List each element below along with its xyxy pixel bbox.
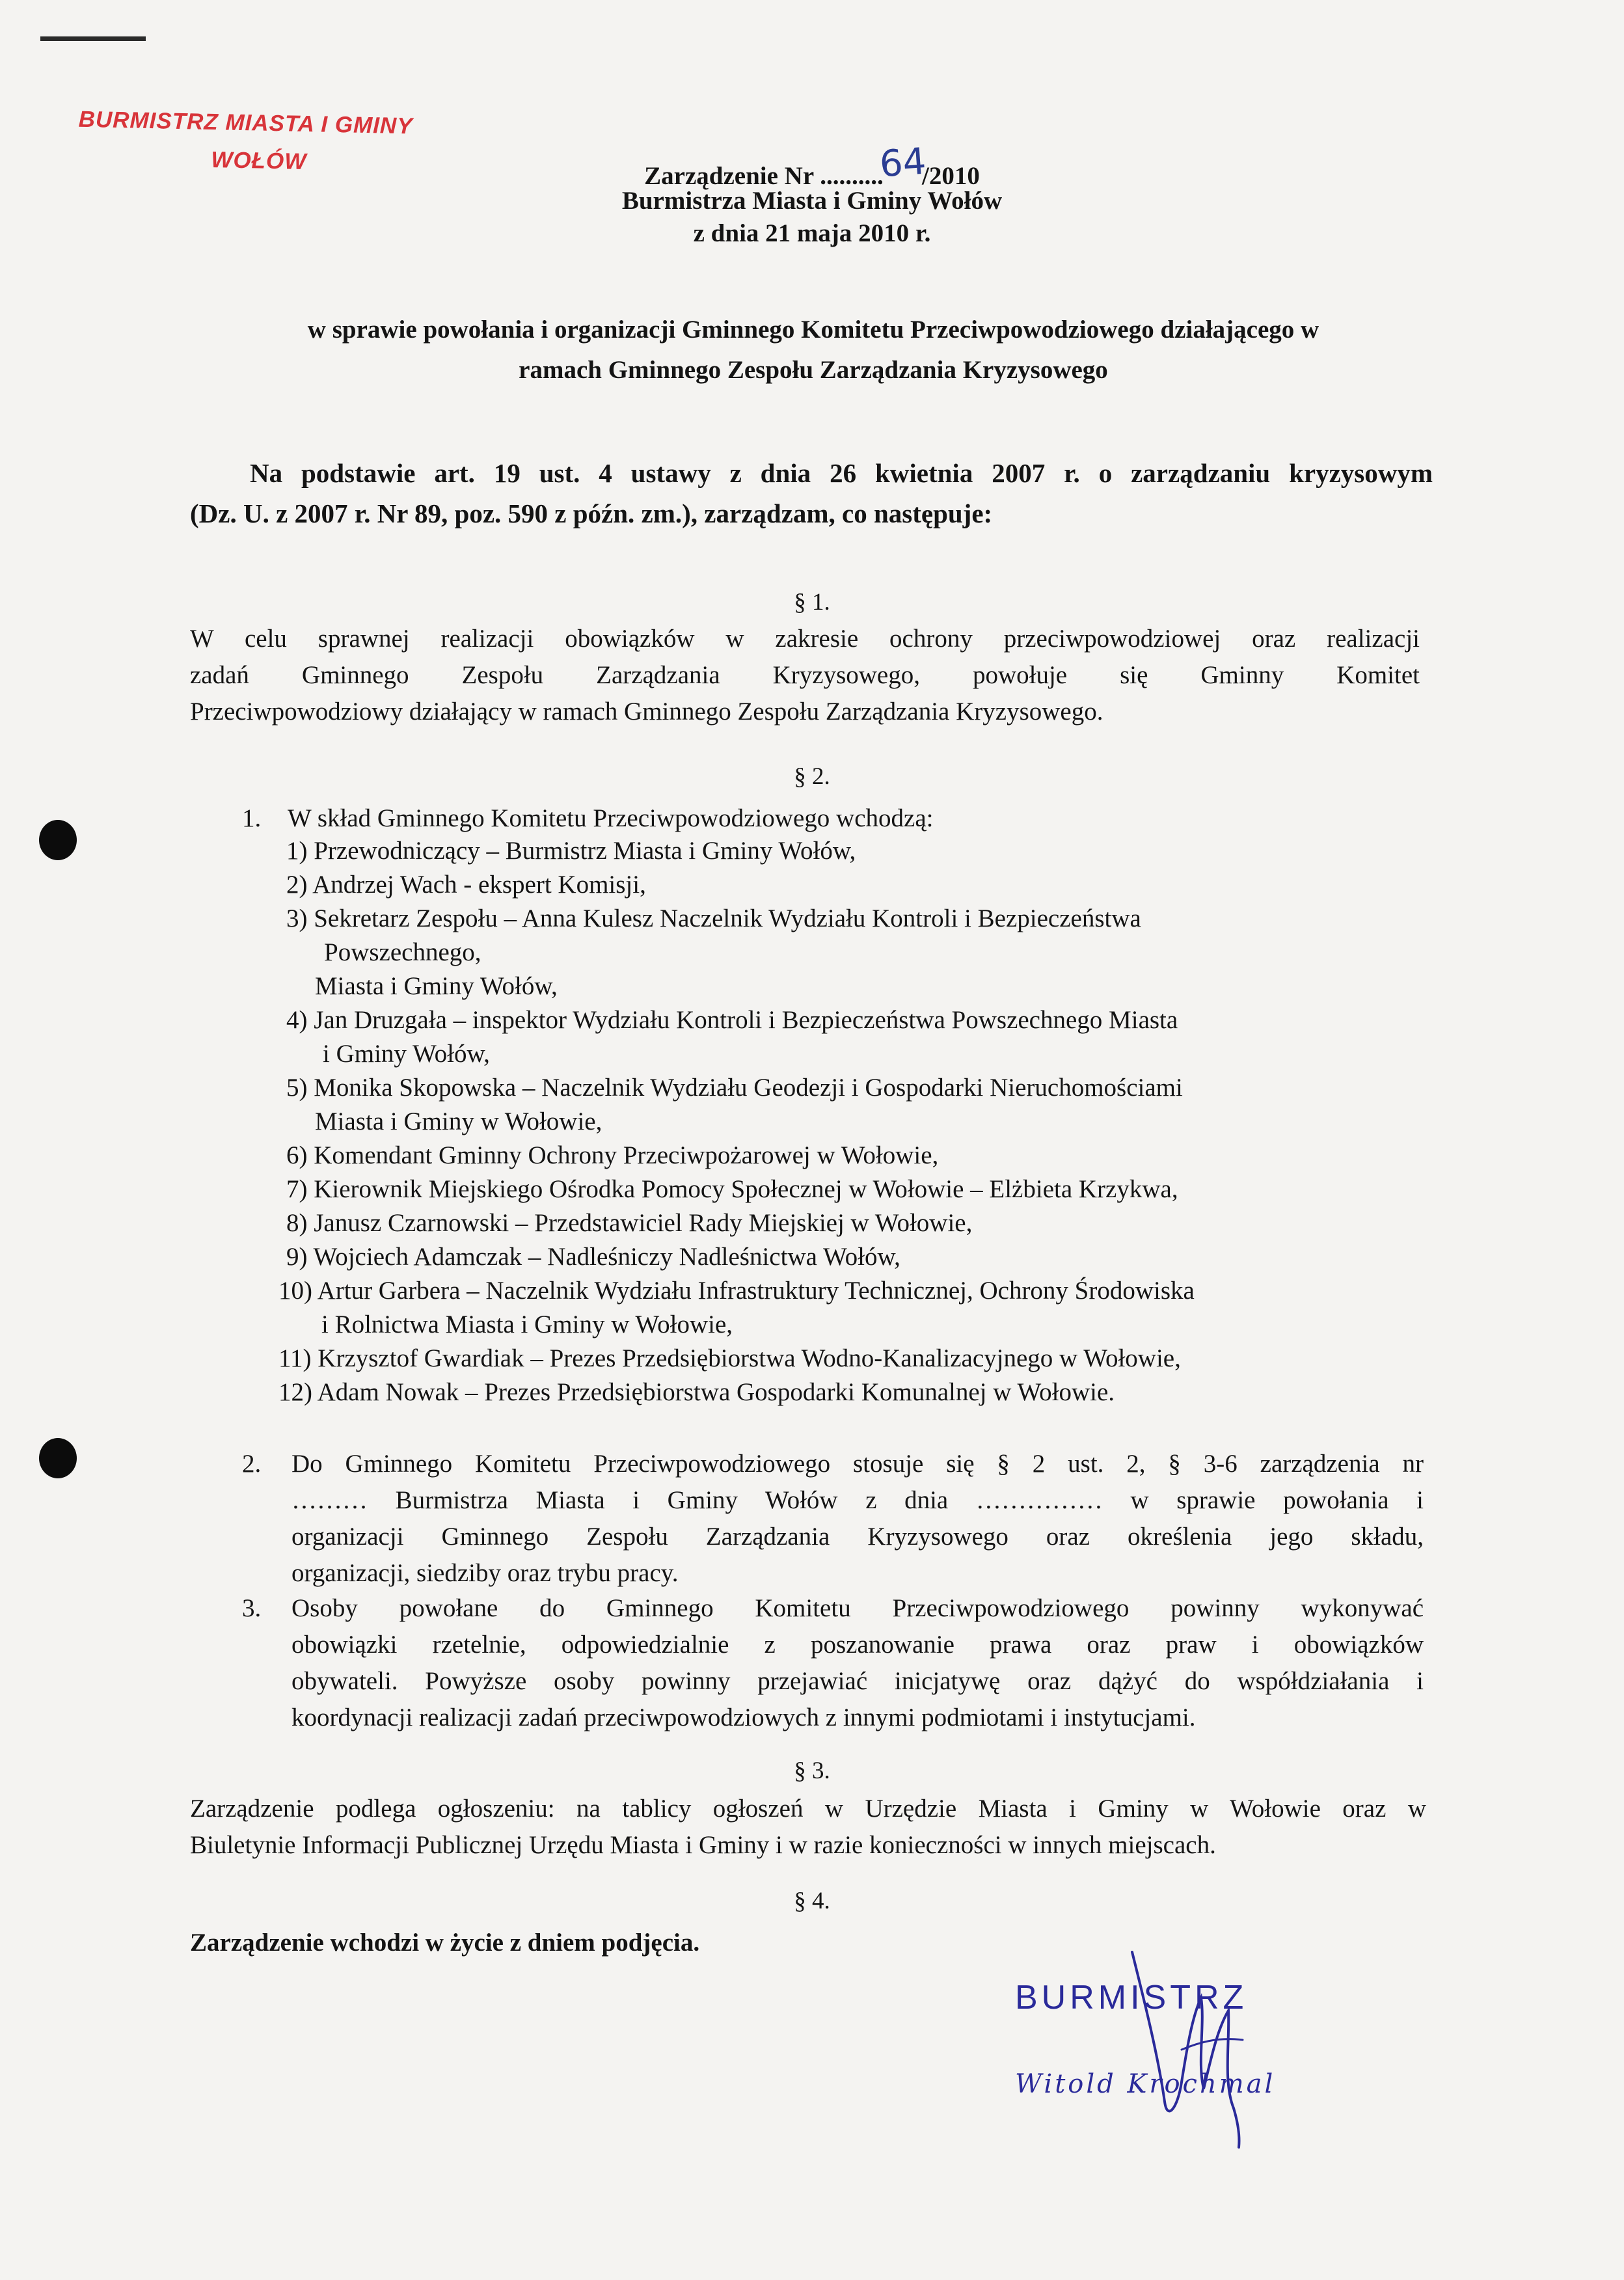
handwritten-signature — [1119, 1946, 1275, 2154]
handwritten-number: 64 — [878, 140, 928, 186]
stamp-line-2: WOŁÓW — [211, 147, 307, 175]
member-line: i Rolnictwa Miasta i Gminy w Wołowie, — [321, 1310, 733, 1338]
item-3-line: obowiązki rzetelnie, odpowiedzialnie z poszanowanie prawa oraz praw i obowiązków — [291, 1631, 1424, 1659]
section-1-line: Przeciwpowodziowy działający w ramach Gminnego Zespołu Zarządzania Kryzysowego. — [190, 698, 1103, 726]
item-number: 2. — [242, 1450, 262, 1478]
member-line: 1) Przewodniczący – Burmistrz Miasta i Gminy Wołów, — [286, 837, 856, 865]
subject-line: ramach Gminnego Zespołu Zarządzania Kryzysowego — [519, 356, 1108, 384]
item-3-text — [291, 1590, 1424, 1736]
member-line: 5) Monika Skopowska – Naczelnik Wydziału Geodezji i Gospodarki Nieruchomościami — [286, 1074, 1183, 1102]
section-1-text — [190, 621, 1420, 730]
item-2-text — [291, 1446, 1424, 1592]
item-number: 3. — [242, 1594, 262, 1622]
member-line: 4) Jan Druzgała – inspektor Wydziału Kontroli i Bezpieczeństwa Powszechnego Miasta — [286, 1006, 1178, 1034]
section-sign-1: § 1. — [794, 589, 830, 616]
title-prefix: Zarządzenie Nr .......... — [644, 162, 884, 190]
member-line: Miasta i Gminy Wołów, — [315, 972, 558, 1000]
legal-basis — [190, 453, 1433, 534]
subject-line: w sprawie powołania i organizacji Gminnego Komitetu Przeciwpowodziowego działającego w — [307, 316, 1320, 344]
item-2-line: Do Gminnego Komitetu Przeciwpowodziowego stosuje się § 2 ust. 2, § 3-6 zarządzenia nr — [291, 1450, 1424, 1478]
stamp-line-1: BURMISTRZ MIASTA I GMINY — [78, 106, 413, 139]
item-3-line: Osoby powołane do Gminnego Komitetu Przeciwpowodziowego powinny wykonywać — [291, 1594, 1424, 1622]
member-line: 12) Adam Nowak – Prezes Przedsiębiorstwa Gospodarki Komunalnej w Wołowie. — [278, 1378, 1115, 1406]
signature-stamp-name: Witold Krochmal — [1015, 2069, 1276, 2099]
item-2-line: organizacji Gminnego Zespołu Zarządzania Kryzysowego oraz określenia jego składu, — [291, 1523, 1424, 1551]
item-text: W skład Gminnego Komitetu Przeciwpowodziowego wchodzą: — [288, 804, 934, 832]
punch-hole — [39, 820, 77, 860]
section-3-line: Biuletynie Informacji Publicznej Urzędu Miasta i Gminy i w razie konieczności w innych miejscach. — [190, 1831, 1216, 1859]
section-sign-2: § 2. — [794, 763, 830, 790]
section-1-line: W celu sprawnej realizacji obowiązków w zakresie ochrony przeciwpowodziowej oraz realizacji — [190, 625, 1420, 653]
member-line: 8) Janusz Czarnowski – Przedstawiciel Rady Miejskiej w Wołowie, — [286, 1209, 973, 1237]
section-sign-3: § 3. — [794, 1758, 830, 1784]
section-4-text: Zarządzenie wchodzi w życie z dniem podjęcia. — [190, 1929, 700, 1957]
title-suffix: /2010 — [921, 162, 980, 190]
punch-hole — [39, 1438, 77, 1478]
section-3-line: Zarządzenie podlega ogłoszeniu: na tablicy ogłoszeń w Urzędzie Miasta i Gminy w Wołowie oraz w — [190, 1795, 1426, 1823]
document-date: z dnia 21 maja 2010 r. — [693, 219, 931, 247]
scan-mark — [40, 36, 146, 41]
item-3-line: obywateli. Powyższe osoby powinny przejawiać inicjatywę oraz dążyć do współdziałania i — [291, 1667, 1424, 1695]
item-3-line: koordynacji realizacji zadań przeciwpowodziowych z innymi podmiotami i instytucjami. — [291, 1703, 1196, 1731]
section-1-line: zadań Gminnego Zespołu Zarządzania Kryzysowego, powołuje się Gminny Komitet — [190, 661, 1420, 689]
document-issuer: Burmistrza Miasta i Gminy Wołów — [621, 187, 1003, 215]
signature-stamp-title: BURMISTRZ — [1015, 1979, 1248, 2016]
section-3-text — [190, 1791, 1426, 1864]
item-2-line: organizacji, siedziby oraz trybu pracy. — [291, 1559, 679, 1587]
member-line: 2) Andrzej Wach - ekspert Komisji, — [286, 871, 646, 899]
member-line: 6) Komendant Gminny Ochrony Przeciwpożarowej w Wołowie, — [286, 1141, 939, 1169]
section-sign-4: § 4. — [794, 1888, 830, 1914]
member-line: i Gminy Wołów, — [323, 1040, 490, 1068]
member-line: Miasta i Gminy w Wołowie, — [315, 1107, 602, 1135]
member-line: 3) Sekretarz Zespołu – Anna Kulesz Naczelnik Wydziału Kontroli i Bezpieczeństwa — [286, 904, 1141, 932]
basis-line: (Dz. U. z 2007 r. Nr 89, poz. 590 z późn. zm.), zarządzam, co następuje: — [190, 498, 993, 528]
member-line: 9) Wojciech Adamczak – Nadleśniczy Nadleśnictwa Wołów, — [286, 1243, 900, 1271]
document-subject — [189, 310, 1438, 390]
member-line: 11) Krzysztof Gwardiak – Prezes Przedsiębiorstwa Wodno-Kanalizacyjnego w Wołowie, — [278, 1344, 1181, 1372]
item-2-line: ……… Burmistrza Miasta i Gminy Wołów z dnia …………… w sprawie powołania i — [291, 1486, 1424, 1514]
member-line: 7) Kierownik Miejskiego Ośrodka Pomocy Społecznej w Wołowie – Elżbieta Krzykwa, — [286, 1175, 1178, 1203]
basis-line: Na podstawie art. 19 ust. 4 ustawy z dnia 26 kwietnia 2007 r. o zarządzaniu kryzysowym — [250, 458, 1433, 488]
member-line: 10) Artur Garbera – Naczelnik Wydziału Infrastruktury Technicznej, Ochrony Środowiska — [278, 1277, 1195, 1305]
member-line: Powszechnego, — [324, 938, 481, 966]
item-number: 1. — [242, 804, 262, 832]
